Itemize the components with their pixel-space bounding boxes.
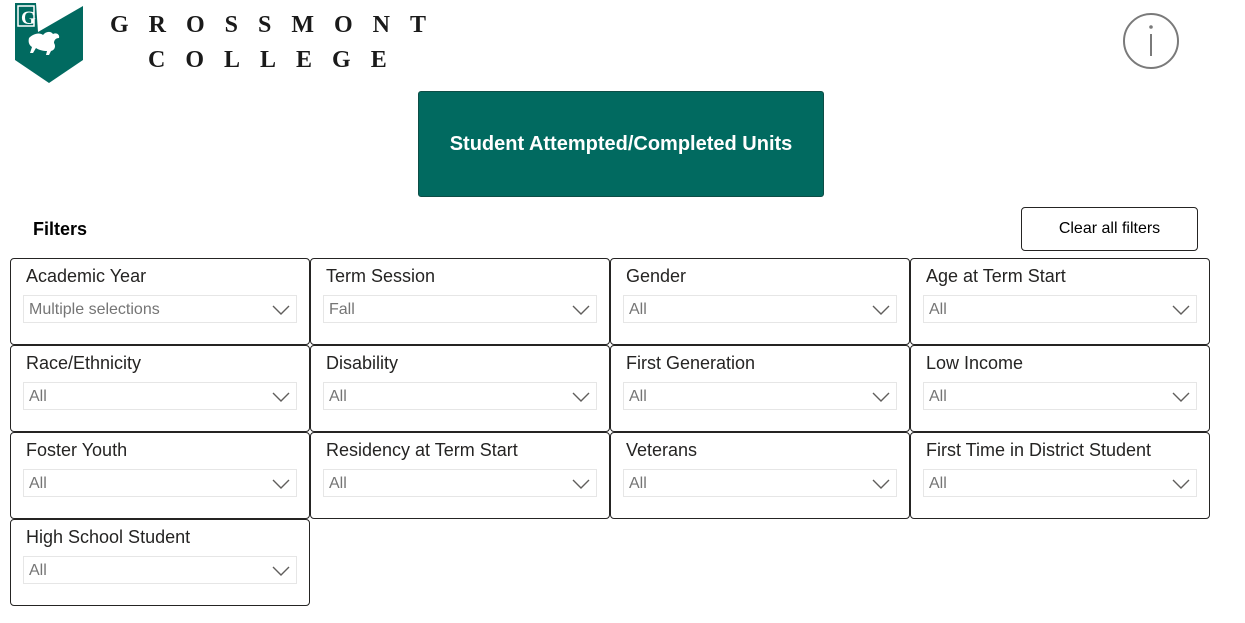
slicer-selected-value: All — [629, 475, 647, 492]
slicer-selected-value: All — [629, 388, 647, 405]
student-units-report-button[interactable]: Student Attempted/Completed Units — [418, 91, 824, 197]
slicer-dropdown[interactable] — [23, 382, 297, 410]
slicer-dropdown[interactable] — [923, 469, 1197, 497]
slicer-selected-value: All — [29, 475, 47, 492]
chevron-down-icon — [872, 478, 890, 490]
slicer-selected-value: Multiple selections — [29, 301, 160, 318]
slicer-disability — [310, 345, 610, 432]
chevron-down-icon — [572, 304, 590, 316]
slicer-high-school-student — [10, 519, 310, 606]
slicer-selected-value: All — [329, 475, 347, 492]
slicer-label: High School Student — [26, 527, 191, 547]
slicer-selected-value: Fall — [329, 301, 355, 318]
slicer-foster-youth — [10, 432, 310, 519]
slicer-selected-value: All — [29, 388, 47, 405]
college-name-line1: GROSSMONT — [110, 12, 447, 38]
clear-all-filters-button[interactable]: Clear all filters — [1021, 207, 1198, 251]
slicer-first-generation — [610, 345, 910, 432]
slicer-selected-value: All — [329, 388, 347, 405]
slicer-low-income — [910, 345, 1210, 432]
slicer-label: Disability — [326, 353, 399, 373]
slicer-label: Residency at Term Start — [326, 440, 518, 460]
chevron-down-icon — [1172, 391, 1190, 403]
slicer-label: Academic Year — [26, 266, 147, 286]
chevron-down-icon — [1172, 478, 1190, 490]
slicer-selected-value: All — [629, 301, 647, 318]
slicer-academic-year — [10, 258, 310, 345]
slicer-label: Low Income — [926, 353, 1024, 373]
slicer-dropdown[interactable] — [23, 295, 297, 323]
slicer-label: Gender — [626, 266, 687, 286]
slicer-term-session — [310, 258, 610, 345]
chevron-down-icon — [872, 304, 890, 316]
slicer-label: Race/Ethnicity — [26, 353, 142, 373]
chevron-down-icon — [272, 391, 290, 403]
college-logo — [14, 2, 84, 84]
slicer-dropdown[interactable] — [923, 295, 1197, 323]
slicer-selected-value: All — [929, 475, 947, 492]
slicer-label: First Time in District Student — [926, 440, 1152, 460]
slicer-dropdown[interactable] — [623, 469, 897, 497]
slicer-label: Foster Youth — [26, 440, 128, 460]
slicer-label: Age at Term Start — [926, 266, 1066, 286]
slicer-residency-at-term-start — [310, 432, 610, 519]
chevron-down-icon — [272, 478, 290, 490]
slicer-selected-value: All — [929, 301, 947, 318]
slicer-race-ethnicity — [10, 345, 310, 432]
slicer-dropdown[interactable] — [623, 382, 897, 410]
slicer-veterans — [610, 432, 910, 519]
info-button[interactable] — [1123, 13, 1179, 69]
slicer-dropdown[interactable] — [23, 469, 297, 497]
filters-title: Filters — [33, 219, 88, 239]
slicer-gender — [610, 258, 910, 345]
info-icon — [1145, 24, 1157, 58]
slicer-dropdown[interactable] — [23, 556, 297, 584]
chevron-down-icon — [1172, 304, 1190, 316]
slicer-selected-value: All — [929, 388, 947, 405]
slicer-first-time-in-district-student — [910, 432, 1210, 519]
slicer-dropdown[interactable] — [923, 382, 1197, 410]
slicer-label: First Generation — [626, 353, 756, 373]
slicer-dropdown[interactable] — [623, 295, 897, 323]
slicer-selected-value: All — [29, 562, 47, 579]
chevron-down-icon — [572, 478, 590, 490]
slicer-age-at-term-start — [910, 258, 1210, 345]
chevron-down-icon — [272, 304, 290, 316]
slicer-dropdown[interactable] — [323, 469, 597, 497]
slicer-label: Term Session — [326, 266, 436, 286]
chevron-down-icon — [872, 391, 890, 403]
chevron-down-icon — [572, 391, 590, 403]
slicer-dropdown[interactable] — [323, 382, 597, 410]
logo-letter: G — [21, 8, 36, 29]
college-name-line2: COLLEGE — [148, 47, 407, 73]
slicer-label: Veterans — [626, 440, 698, 460]
slicer-dropdown[interactable] — [323, 295, 597, 323]
chevron-down-icon — [272, 565, 290, 577]
